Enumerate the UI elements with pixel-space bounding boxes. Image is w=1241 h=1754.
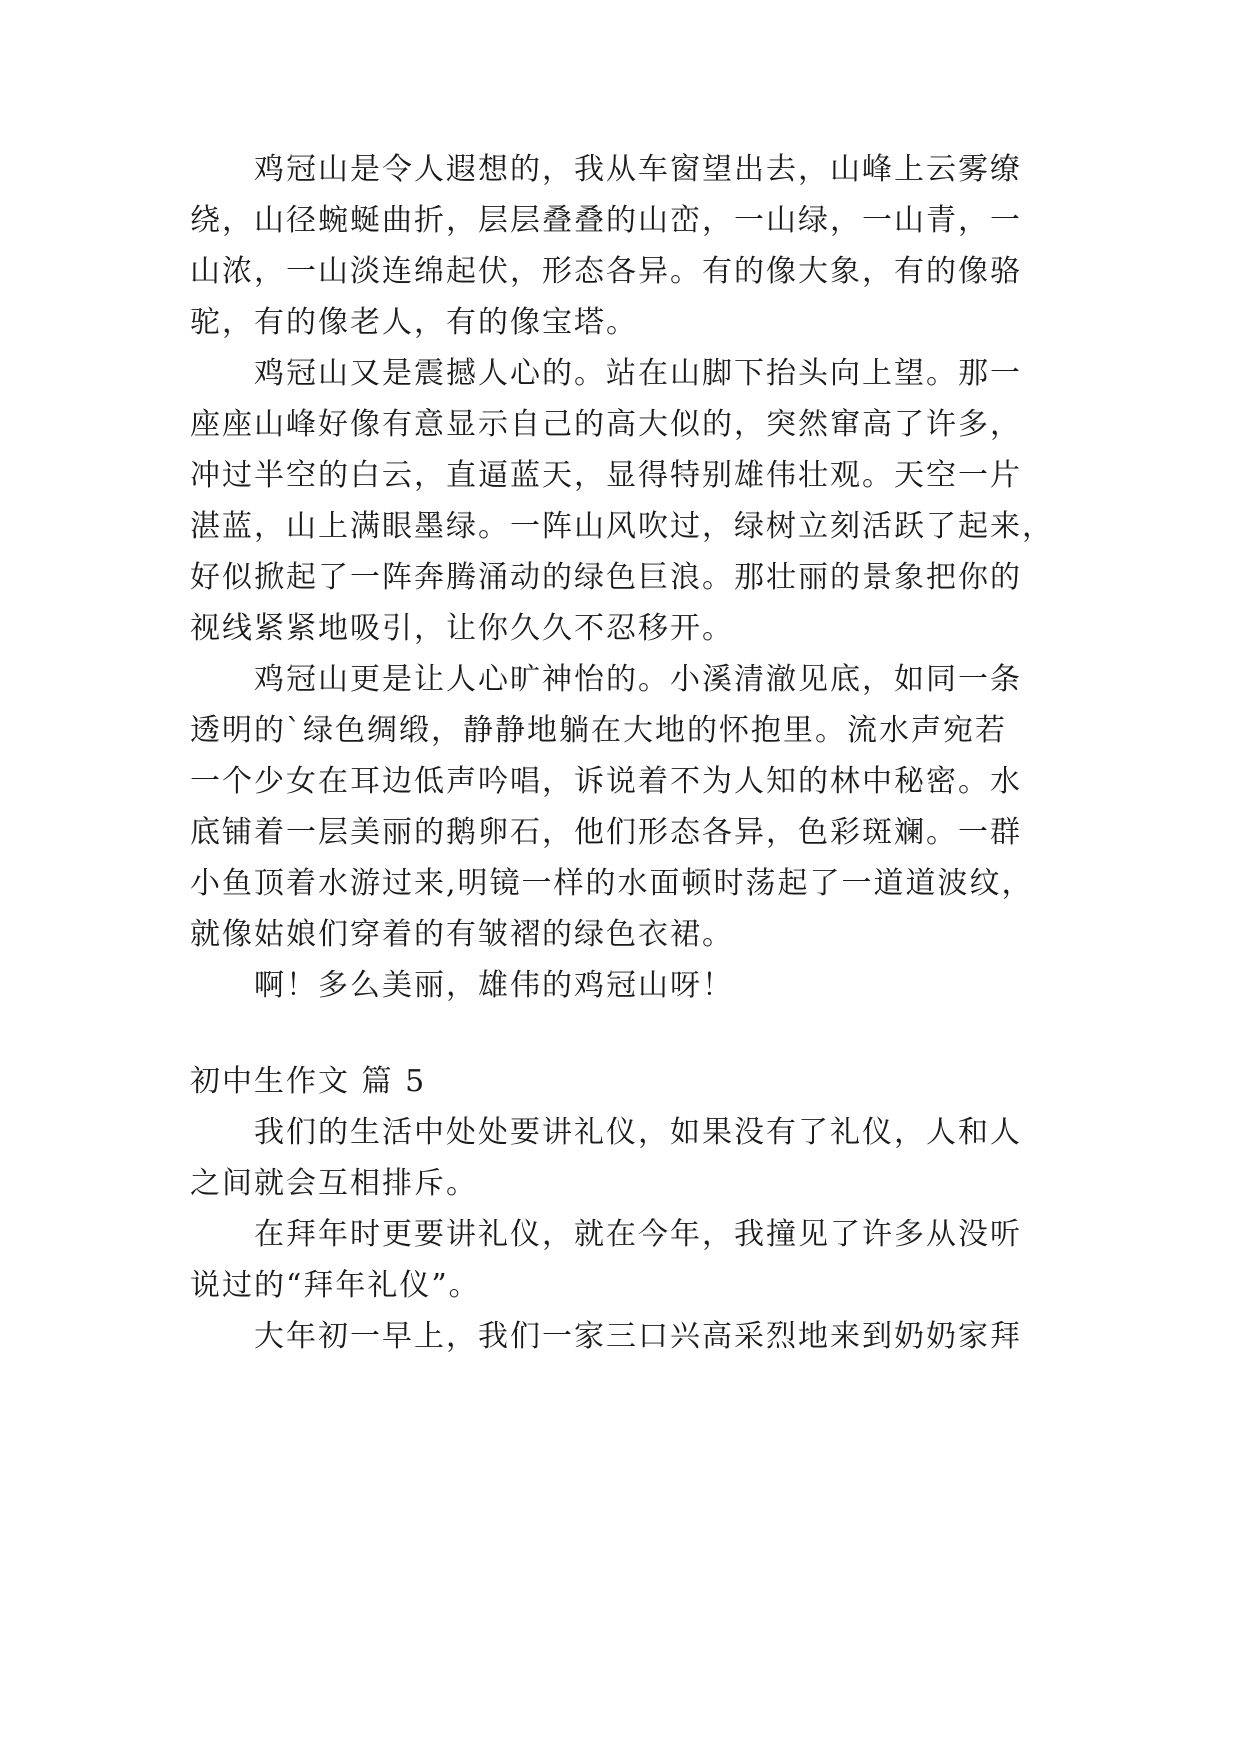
essay-5-paragraph-2-line: 说过的“拜年礼仪”。 bbox=[190, 1268, 481, 1303]
essay-5-heading: 初中生作文 篇 5 bbox=[190, 1064, 427, 1099]
essay-5-paragraph-1-line: 之间就会互相排斥。 bbox=[190, 1166, 478, 1201]
essay-4-paragraph-3-line: 透明的`绿色绸缎，静静地躺在大地的怀抱里。流水声宛若 bbox=[190, 713, 1007, 748]
essay-4-paragraph-3-line: 就像姑娘们穿着的有皱褶的绿色衣裙。 bbox=[190, 917, 734, 952]
essay-4-paragraph-3-line: 鸡冠山更是让人心旷神怡的。小溪清澈见底，如同一条 bbox=[254, 662, 1022, 697]
essay-4-paragraph-4-line: 啊！多么美丽，雄伟的鸡冠山呀！ bbox=[254, 968, 734, 1003]
essay-4-paragraph-1-line: 山浓，一山淡连绵起伏，形态各异。有的像大象，有的像骆 bbox=[190, 254, 1022, 289]
essay-5-paragraph-2-line: 在拜年时更要讲礼仪，就在今年，我撞见了许多从没听 bbox=[254, 1217, 1022, 1252]
essay-4-paragraph-2-line: 冲过半空的白云，直逼蓝天，显得特别雄伟壮观。天空一片 bbox=[190, 458, 1022, 493]
essay-4-paragraph-2-line: 好似掀起了一阵奔腾涌动的绿色巨浪。那壮丽的景象把你的 bbox=[190, 560, 1022, 595]
essay-4-paragraph-3-line: 小鱼顶着水游过来,明镜一样的水面顿时荡起了一道道波纹， bbox=[190, 866, 1034, 901]
essay-4-paragraph-2-line: 湛蓝，山上满眼墨绿。一阵山风吹过，绿树立刻活跃了起来， bbox=[190, 509, 1054, 544]
essay-4-paragraph-2-line: 鸡冠山又是震撼人心的。站在山脚下抬头向上望。那一 bbox=[254, 356, 1022, 391]
essay-4-paragraph-1-line: 绕，山径蜿蜒曲折，层层叠叠的山峦，一山绿，一山青，一 bbox=[190, 203, 1022, 238]
essay-4-paragraph-1-line: 鸡冠山是令人遐想的，我从车窗望出去，山峰上云雾缭 bbox=[254, 152, 1022, 187]
essay-4-paragraph-2-line: 视线紧紧地吸引，让你久久不忍移开。 bbox=[190, 611, 734, 646]
essay-4-paragraph-2-line: 座座山峰好像有意显示自己的高大似的，突然窜高了许多， bbox=[190, 407, 1022, 442]
essay-4-paragraph-1-line: 驼，有的像老人，有的像宝塔。 bbox=[190, 305, 638, 340]
essay-4-paragraph-3-line: 一个少女在耳边低声吟唱，诉说着不为人知的林中秘密。水 bbox=[190, 764, 1022, 799]
essay-5-paragraph-1-line: 我们的生活中处处要讲礼仪，如果没有了礼仪，人和人 bbox=[254, 1115, 1022, 1150]
essay-5-paragraph-3-line: 大年初一早上，我们一家三口兴高采烈地来到奶奶家拜 bbox=[254, 1319, 1022, 1354]
essay-4-paragraph-3-line: 底铺着一层美丽的鹅卵石，他们形态各异，色彩斑斓。一群 bbox=[190, 815, 1022, 850]
